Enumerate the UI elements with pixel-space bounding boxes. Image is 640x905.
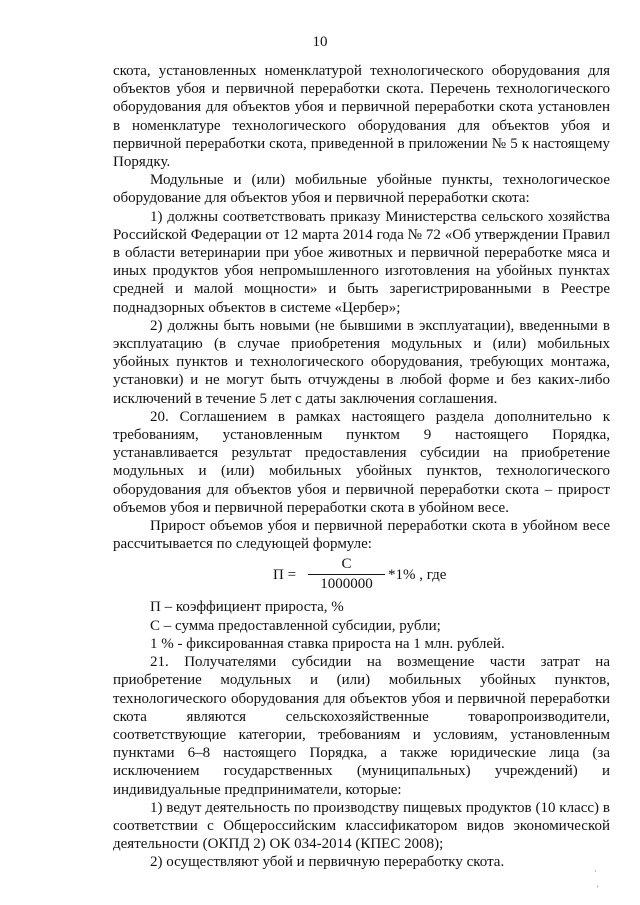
page-number: 10 xyxy=(312,34,328,50)
fraction-bar xyxy=(308,574,385,575)
paragraph: 21. Получателями субсидии на возмещение части затрат на приобретение модульных и (или) мобильных убойных пунктов, технологического оборудования для объектов убоя и первичной переработки скота являются сельскохозяйственные товаропроизводители, соответствующие категории, требованиям и условиям, установленным пунктами 6–8 настоящего Порядка, а также юридические лица (за исключением государственных (муниципальных) учреждений) и индивидуальные предприниматели, которые: xyxy=(113,654,610,798)
formula-numerator: С xyxy=(341,556,352,573)
formula-rhs: *1% , где xyxy=(388,567,447,584)
formula-fraction xyxy=(308,556,385,593)
formula-lhs: П = xyxy=(273,567,297,584)
paragraph: 20. Соглашением в рамках настоящего раздела дополнительно к требованиям, установленным пунктом 9 настоящего Порядка, устанавливается результат предоставления субсидии на приобретение модульных и (или) мобильных убойных пунктов, технологического оборудования для объектов убоя и первичной переработки скота – прирост объемов убоя и первичной переработки скота в убойном весе. xyxy=(113,408,610,516)
list-item: 1) ведут деятельность по производству пищевых продуктов (10 класс) в соответствии с Общероссийским классификатором видов экономической деятельности (ОКПД 2) ОК 034-2014 (КПЕС 2008); xyxy=(113,799,610,853)
scan-mark: · xyxy=(594,866,597,876)
list-item: 2) осуществляют убой и первичную переработку скота. xyxy=(150,854,505,871)
scan-mark: ' xyxy=(597,884,599,894)
paragraph: Прирост объемов убоя и первичной переработки скота в убойном весе рассчитывается по следующей формуле: xyxy=(113,518,610,553)
definition-line: 1 % - фиксированная ставка прироста на 1 млн. рублей. xyxy=(150,635,505,652)
paragraph: скота, установленных номенклатурой технологического оборудования для объектов убоя и первичной переработки скота. Перечень технологического оборудования для объектов убоя и первичной переработки скота установлен в номенклатуре технологического оборудования для объектов убоя и первичной переработки скота, приведенной в приложении № 5 к настоящему Порядку. xyxy=(113,63,610,171)
paragraph: Модульные и (или) мобильные убойные пункты, технологическое оборудование для объектов убоя и первичной переработки скота: xyxy=(113,172,610,207)
document-body xyxy=(113,62,610,872)
definition-line: С – сумма предоставленной субсидии, рубли; xyxy=(150,617,441,634)
formula xyxy=(113,556,610,596)
list-item: 1) должны соответствовать приказу Министерства сельского хозяйства Российской Федерации от 12 марта 2014 года № 72 «Об утверждении Правил в области ветеринарии при убое животных и первичной переработке мяса и иных продуктов убоя непромышленного изготовления на убойных пунктах средней и малой мощности» и быть зарегистрированными в Реестре поднадзорных объектов в системе «Цербер»; xyxy=(113,208,610,316)
list-item: 2) должны быть новыми (не бывшими в эксплуатации), введенными в эксплуатацию (в случае приобретения модульных и (или) мобильных убойных пунктов и технологического оборудования, требующих монтажа, установки) и не могут быть отчуждены в любой форме и без каких-либо исключений в течение 5 лет с даты заключения соглашения. xyxy=(113,317,610,407)
definition-line: П – коэффициент прироста, % xyxy=(150,599,344,616)
formula-denominator: 1000000 xyxy=(320,576,373,593)
